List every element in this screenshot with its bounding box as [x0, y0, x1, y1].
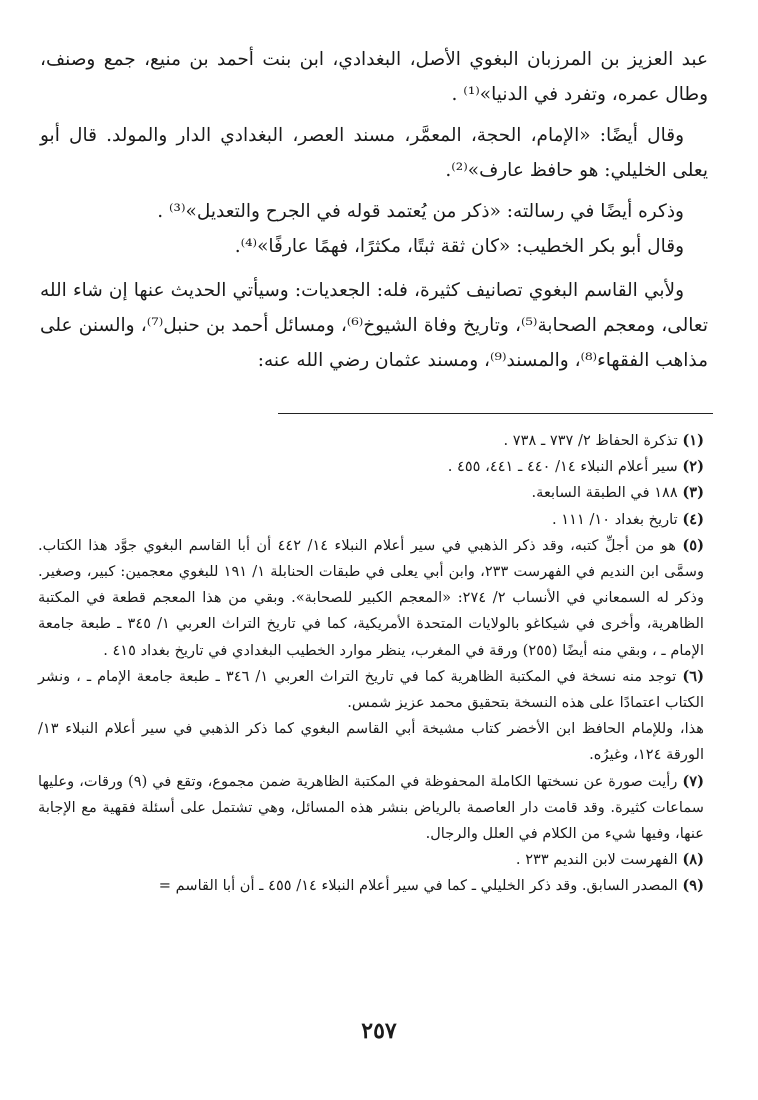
- footnote: [38, 769, 704, 848]
- footnote-continuation: هذا، وللإمام الحافظ ابن الأخضر كتاب مشيخة أبي القاسم البغوي كما ذكر الذهبي في سير أعلام النبلاء ١٣/ الورقة ١٢٤، وغيرُه.: [38, 720, 704, 764]
- paragraph-5: ولأبي القاسم البغوي تصانيف كثيرة، فله: الجعديات: وسيأتي الحديث عنها إن شاء الله تعالى، ومعجم الصحابة⁽⁵⁾، وتاريخ وفاة الشيوخ⁽⁶⁾، ومسائل أحمد بن حنبل⁽⁷⁾، والسنن على مذاهب الفقهاء⁽⁸⁾، والمسند⁽⁹⁾، ومسند عثمان رضي الله عنه:: [40, 280, 708, 371]
- footnote: [38, 847, 704, 873]
- paragraph-1: عبد العزيز بن المرزبان البغوي الأصل، البغدادي، ابن بنت أحمد بن منيع، جمع وصنف، وطال عمره، وتفرد في الدنيا»⁽¹⁾ .: [40, 49, 708, 105]
- footnote-separator: [278, 413, 713, 414]
- footnote-number: (٥): [682, 536, 704, 554]
- footnote: [38, 428, 704, 454]
- footnote-text: توجد منه نسخة في المكتبة الظاهرية كما في تاريخ التراث العربي ١/ ٣٤٦ ـ طبعة جامعة الإمام ـ ، ونشر الكتاب اعتمادًا على هذه النسخة بتحقيق محمد عزيز شمس.: [38, 667, 704, 712]
- footnote-number: (٤): [682, 510, 704, 528]
- footnote: [38, 507, 704, 533]
- footnote-text: تذكرة الحفاظ ٢/ ٧٣٧ ـ ٧٣٨ .: [503, 432, 678, 449]
- footnote: [38, 480, 704, 506]
- footnote-text: الفهرست لابن النديم ٢٣٣ .: [515, 851, 678, 869]
- footnote-number: (١): [682, 432, 704, 449]
- footnote: [38, 873, 704, 899]
- footnote-number: (٨): [682, 851, 704, 869]
- footnote-number: (٦): [682, 667, 704, 685]
- paragraph-3: وذكره أيضًا في رسالته: «ذكر من يُعتمد قوله في الجرح والتعديل»⁽³⁾ .: [157, 201, 684, 222]
- footnote: [38, 533, 704, 664]
- footnote-number: (٩): [682, 877, 704, 895]
- footnote-text: ١٨٨ في الطبقة السابعة.: [531, 484, 678, 502]
- footnote-number: (٧): [682, 772, 704, 790]
- footnote-number: (٢): [682, 458, 704, 476]
- footnote-text: رأيت صورة عن نسختها الكاملة المحفوظة في المكتبة الظاهرية ضمن مجموع، وتقع في (٩) ورقات، وعليها سماعات كثيرة. وقد قامت دار العاصمة بالرياض بنشر هذه المسائل، وهي تشتمل على أسئلة فقهية مع الإجابة عنها، وفيها شيء من الكلام في العلل والرجال.: [38, 772, 704, 843]
- main-text: [40, 42, 708, 378]
- footnote-number: (٣): [682, 484, 704, 502]
- footnote-text: تاريخ بغداد ١٠/ ١١١ .: [552, 510, 678, 528]
- footnote-text: هو من أجلِّ كتبه، وقد ذكر الذهبي في سير أعلام النبلاء ١٤/ ٤٤٢ أن أبا القاسم البغوي جوَّد هذا الكتاب. وسمَّى ابن النديم في الفهرست ٢٣٣، وابن أبي يعلى في طبقات الحنابلة ١/ ١٩١ للبغوي معجمين: كبير، وصغير. وذكر له السمعاني في الأنساب ٢/ ٢٧٤: «المعجم الكبير للصحابة». وبقي من هذا المعجم قطعة في المكتبة الظاهرية، وأخرى في شيكاغو بالولايات المتحدة الأمريكية، كما في تاريخ التراث العربي ١/ ٣٤٥ ـ طبعة جامعة الإمام ـ ، وبقي منه أيضًا (٢٥٥) ورقة في المغرب، ينظر موارد الخطيب البغدادي في تاريخ بغداد ٤١٥ .: [38, 536, 704, 659]
- page-number: ٢٥٧: [361, 1018, 397, 1044]
- footnote-text: سير أعلام النبلاء ١٤/ ٤٤٠ ـ ٤٤١، ٤٥٥ .: [447, 458, 678, 476]
- paragraph-2: وقال أيضًا: «الإمام، الحجة، المعمَّر، مسند العصر، البغدادي الدار والمولد. قال أبو يعلى الخليلي: هو حافظ عارف»⁽²⁾.: [40, 125, 708, 181]
- footnote: [38, 664, 704, 716]
- footnote: [38, 454, 704, 480]
- paragraph-4: وقال أبو بكر الخطيب: «كان ثقة ثبتًا، مكثرًا، فهمًا عارفًا»⁽⁴⁾.: [234, 236, 684, 257]
- footnote-text: المصدر السابق. وقد ذكر الخليلي ـ كما في سير أعلام النبلاء ١٤/ ٤٥٥ ـ أن أبا القاسم =: [158, 877, 678, 895]
- footnotes: [38, 428, 704, 900]
